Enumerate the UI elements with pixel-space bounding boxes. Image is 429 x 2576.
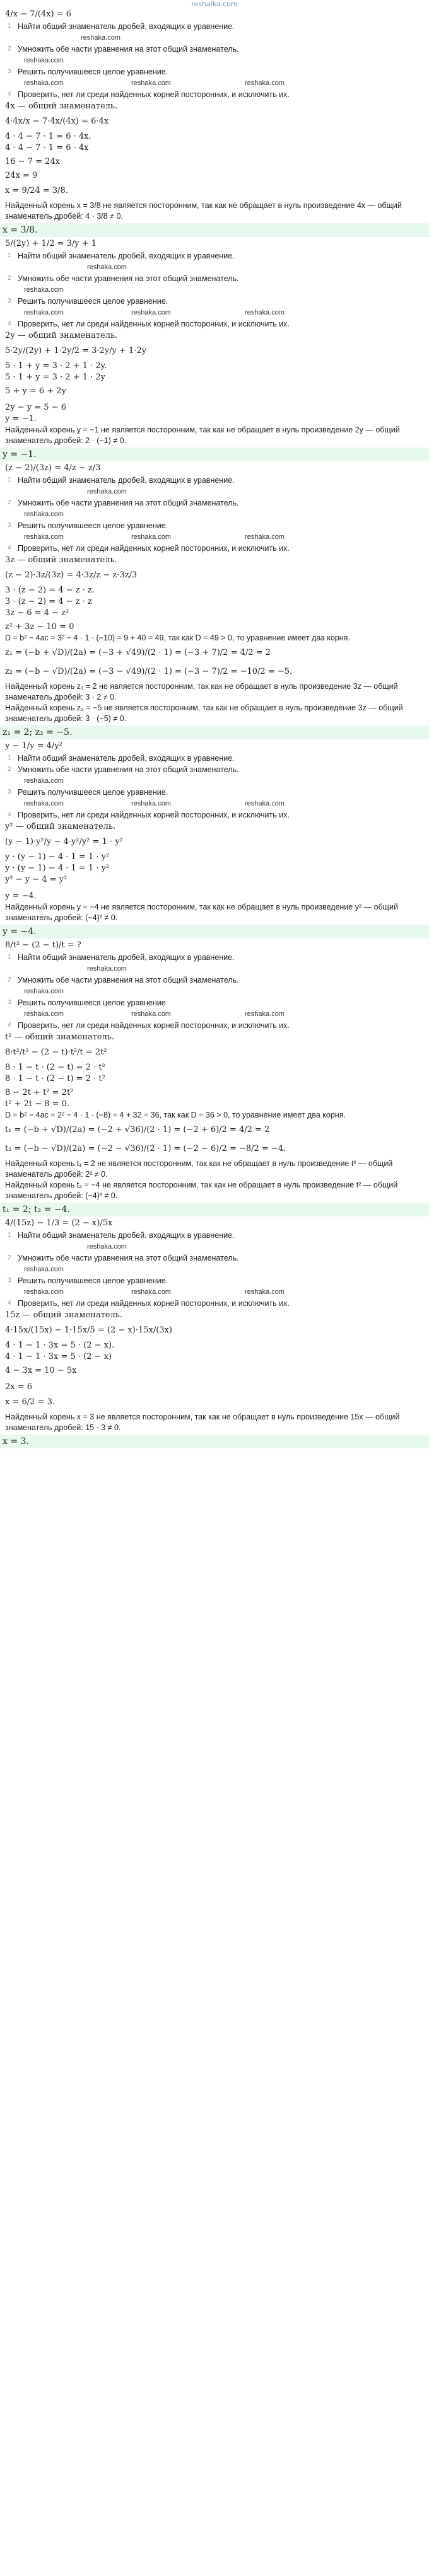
step-4 (8, 319, 424, 329)
watermark: reshaka.com (24, 800, 64, 807)
site-header[interactable]: reshalka.com (191, 0, 238, 8)
common-denominator: 2y — общий знаменатель. (5, 331, 118, 340)
watermark-row (5, 78, 424, 88)
problem-4 (5, 741, 424, 939)
step-text: Найти общий знаменатель дробей, входящих в уравнение. (18, 953, 235, 962)
step-3 (8, 296, 424, 306)
step-number: 1 (8, 1232, 11, 1239)
math-line: 2x = 6 (5, 1382, 33, 1392)
watermark: reshaka.com (24, 1266, 64, 1273)
step-2 (8, 975, 424, 985)
step-number: 2 (8, 976, 11, 983)
watermark-row (5, 262, 424, 272)
step-4 (8, 810, 424, 820)
watermark-row (5, 487, 424, 497)
root-2: t₂ = (−b − √D)/(2a) = (−2 − √36)/(2 · 1) = (−2 − 6)/2 = −8/2 = −4. (5, 1144, 286, 1153)
step-3 (8, 521, 424, 531)
math-line: 8·t²/t² − (2 − t)·t²/t = 2t² (5, 1048, 107, 1057)
step-text: Умножить обе части уравнения на этот общий знаменатель. (18, 976, 239, 985)
root-1: t₁ = (−b + √D)/(2a) = (−2 + √36)/(2 · 1) = (−2 + 6)/2 = 4/2 = 2 (5, 1125, 270, 1135)
watermark: reshaka.com (24, 1010, 64, 1018)
equation: 4/x − 7/(4x) = 6 (5, 9, 71, 19)
watermark-row (5, 1287, 424, 1297)
watermark: reshaka.com (245, 309, 285, 316)
problem-6 (5, 1218, 424, 1448)
step-number: 2 (8, 766, 11, 773)
discriminant: D = b² − 4ac = 3² − 4 · 1 · (−10) = 9 + 40 = 49, так как D = 49 > 0, то уравнение имеет два корня. (5, 633, 350, 642)
step-number: 3 (8, 999, 11, 1006)
step-number: 3 (8, 522, 11, 529)
answer: t₁ = 2; t₂ = −4. (0, 1203, 429, 1216)
watermark-row (5, 799, 424, 809)
step-number: 4 (8, 1022, 11, 1029)
watermark-row (5, 509, 424, 519)
math-line: 5 + y = 6 + 2y (5, 386, 66, 396)
step-text: Проверить, нет ли среди найденных корней посторонних, и исключить их. (18, 320, 290, 328)
step-text: Решить получившееся целое уравнение. (18, 521, 168, 530)
watermark: reshaka.com (81, 34, 120, 42)
step-3 (8, 787, 424, 797)
math-line: 5·2y/(2y) + 1·2y/2 = 3·2y/y + 1·2y (5, 346, 147, 355)
common-denominator: 4x — общий знаменатель. (5, 101, 118, 111)
math-line: 5 · 1 + y = 3 · 2 + 1 · 2y. (5, 361, 107, 371)
problem-5 (5, 940, 424, 1216)
math-line: 8 · 1 − t · (2 − t) = 2 · t² (5, 1074, 105, 1083)
step-2 (8, 765, 424, 775)
root-check-1: Найденный корень t₁ = 2 не является посторонним, так как не обращает в нуль произведение t² — общий знаменатель дробей: 2² ≠ 0. (5, 1159, 393, 1179)
step-number: 4 (8, 91, 11, 98)
math-line: 4 · 1 − 1 · 3x = 5 · (2 − x). (5, 1341, 115, 1350)
math-line: 8 − 2t + t² = 2t² (5, 1088, 74, 1097)
step-2 (8, 1253, 424, 1263)
step-number: 3 (8, 1277, 11, 1284)
watermark: reshaka.com (131, 800, 171, 807)
math-line: z² + 3z − 10 = 0 (5, 622, 74, 632)
step-4 (8, 543, 424, 553)
step-number: 3 (8, 297, 11, 304)
watermark: reshaka.com (245, 800, 285, 807)
common-denominator: 15z — общий знаменатель. (5, 1310, 122, 1320)
common-denominator: t² — общий знаменатель. (5, 1032, 114, 1042)
step-number: 2 (8, 499, 11, 506)
step-4 (8, 90, 424, 100)
step-1 (8, 753, 424, 763)
answer: z₁ = 2; z₂ = −5. (0, 725, 429, 739)
step-number: 2 (8, 45, 11, 52)
step-number: 3 (8, 788, 11, 795)
watermark: reshaka.com (24, 533, 64, 541)
root-check-2: Найденный корень t₂ = −4 не является посторонним, так как не обращает в нуль произведение t² — общий знаменатель дробей: (−4)² ≠ 0. (5, 1181, 398, 1200)
step-text: Умножить обе части уравнения на этот общий знаменатель. (18, 45, 239, 54)
step-1 (8, 251, 424, 261)
watermark-row (5, 986, 424, 996)
discriminant: D = b² − 4ac = 2² − 4 · 1 · (−8) = 4 + 32 = 36, так как D = 36 > 0, то уравнение имеет два корня. (5, 1111, 346, 1119)
math-line: 4 · 4 − 7 · 1 = 6 · 4x (5, 143, 89, 153)
watermark-row (5, 285, 424, 295)
common-denominator: y² — общий знаменатель. (5, 822, 116, 831)
watermark: reshaka.com (24, 777, 64, 785)
step-text: Проверить, нет ли среди найденных корней посторонних, и исключить их. (18, 1299, 290, 1308)
math-line: y = −1. (5, 414, 37, 424)
watermark: reshaka.com (87, 488, 127, 495)
step-number: 3 (8, 68, 11, 75)
math-line: x = 9/24 = 3/8. (5, 186, 68, 195)
math-line: x = 6/2 = 3. (5, 1397, 55, 1407)
watermark: reshaka.com (87, 263, 127, 271)
step-number: 2 (8, 275, 11, 282)
math-line: (z − 2)·3z/(3z) = 4·3z/z − z·3z/3 (5, 570, 138, 580)
equation: y − 1/y = 4/y² (5, 741, 62, 751)
watermark: reshaka.com (24, 511, 64, 518)
root-check: Найденный корень x = 3 не является посторонним, так как не обращает в нуль произведение 15x — общий знаменатель дробей: 15 · 3 ≠ 0. (5, 1412, 400, 1432)
math-line: 3 · (z − 2) = 4 − z · z. (5, 586, 95, 595)
math-line: y · (y − 1) − 4 · 1 = 1 · y² (5, 852, 110, 862)
math-line: y · (y − 1) − 4 · 1 = 1 · y² (5, 863, 110, 873)
answer: x = 3/8. (0, 223, 429, 237)
watermark: reshaka.com (245, 533, 285, 541)
step-text: Умножить обе части уравнения на этот общий знаменатель. (18, 274, 239, 283)
math-line: 4 − 3x = 10 − 5x (5, 1366, 77, 1375)
watermark: reshaka.com (24, 57, 64, 64)
step-number: 1 (8, 252, 11, 259)
step-1 (8, 1230, 424, 1240)
math-line: 24x = 9 (5, 171, 38, 180)
watermark: reshaka.com (131, 79, 171, 87)
watermark-row (5, 964, 424, 974)
watermark-row (5, 55, 424, 66)
math-line: 4 · 1 − 1 · 3x = 5 · (2 − x) (5, 1352, 112, 1361)
equation: 4/(15z) − 1/3 = (2 − x)/5x (5, 1218, 113, 1228)
step-text: Проверить, нет ли среди найденных корней посторонних, и исключить их. (18, 811, 290, 819)
watermark: reshaka.com (245, 79, 285, 87)
step-3 (8, 67, 424, 77)
equation: 5/(2y) + 1/2 = 3/y + 1 (5, 239, 97, 248)
step-4 (8, 1020, 424, 1031)
math-line: 5 · 1 + y = 3 · 2 + 1 · 2y (5, 373, 105, 382)
step-3 (8, 998, 424, 1008)
common-denominator: 3z — общий знаменатель. (5, 555, 117, 565)
step-number: 4 (8, 320, 11, 327)
content (0, 9, 429, 1448)
step-3 (8, 1276, 424, 1286)
root-1: z₁ = (−b + √D)/(2a) = (−3 + √49)/(2 · 1) = (−3 + 7)/2 = 4/2 = 2 (5, 648, 271, 657)
watermark: reshaka.com (131, 533, 171, 541)
problem-2 (5, 238, 424, 461)
step-2 (8, 44, 424, 54)
watermark: reshaka.com (87, 1243, 127, 1250)
step-text: Проверить, нет ли среди найденных корней посторонних, и исключить их. (18, 1021, 290, 1030)
step-1 (8, 952, 424, 962)
step-text: Решить получившееся целое уравнение. (18, 788, 168, 797)
step-text: Найти общий знаменатель дробей, входящих в уравнение. (18, 476, 235, 485)
watermark: reshaka.com (24, 309, 64, 316)
step-text: Найти общий знаменатель дробей, входящих в уравнение. (18, 251, 235, 260)
watermark: reshaka.com (87, 965, 127, 973)
watermark: reshaka.com (245, 1010, 285, 1018)
math-line: y² − y − 4 = y² (5, 875, 68, 884)
step-text: Решить получившееся целое уравнение. (18, 67, 168, 76)
watermark: reshaka.com (131, 1010, 171, 1018)
math-line: (y − 1)·y²/y − 4·y²/y² = 1 · y² (5, 837, 123, 846)
step-number: 1 (8, 754, 11, 761)
step-number: 1 (8, 23, 11, 30)
math-line: 4 · 4 − 7 · 1 = 6 · 4x. (5, 132, 91, 141)
step-text: Проверить, нет ли среди найденных корней посторонних, и исключить их. (18, 544, 290, 553)
watermark-row (5, 776, 424, 786)
root-check-2: Найденный корень z₂ = −5 не является посторонним, так как не обращает в нуль произведение 3z — общий знаменатель дробей: 3 · (−5) ≠ 0. (5, 703, 403, 723)
watermark: reshaka.com (131, 1288, 171, 1296)
step-1 (8, 475, 424, 485)
watermark: reshaka.com (24, 286, 64, 294)
root-check: Найденный корень x = 3/8 не является посторонним, так как не обращает в нуль произведение 4x — общий знаменатель дробей: 4 · 3/8 ≠ 0. (5, 201, 402, 221)
root-check: Найденный корень y = −1 не является посторонним, так как не обращает в нуль произведение 2y — общий знаменатель дробей: 2 · (−1) ≠ 0. (5, 425, 400, 445)
step-text: Решить получившееся целое уравнение. (18, 1276, 168, 1285)
watermark-row (5, 1242, 424, 1252)
watermark-row (5, 1264, 424, 1274)
problem-1 (5, 9, 424, 237)
step-text: Умножить обе части уравнения на этот общий знаменатель. (18, 499, 239, 507)
step-number: 4 (8, 811, 11, 818)
watermark-row (5, 532, 424, 542)
watermark: reshaka.com (24, 79, 64, 87)
step-text: Найти общий знаменатель дробей, входящих в уравнение. (18, 1231, 235, 1240)
answer: y = −4. (0, 925, 429, 939)
step-text: Решить получившееся целое уравнение. (18, 297, 168, 306)
step-4 (8, 1298, 424, 1308)
math-line: 4·15x/(15x) − 1·15x/5 = (2 − x)·15x/(3x) (5, 1326, 172, 1335)
watermark: reshaka.com (24, 988, 64, 995)
step-2 (8, 498, 424, 508)
problem-3 (5, 463, 424, 739)
step-number: 1 (8, 954, 11, 961)
math-line: 16 − 7 = 24x (5, 157, 61, 166)
math-line: y = −4. (5, 891, 37, 901)
math-line: 3z − 6 = 4 − z² (5, 608, 69, 618)
equation: (z − 2)/(3z) = 4/z − z/3 (5, 463, 101, 473)
math-line: 3 · (z − 2) = 4 − z · z (5, 597, 92, 606)
step-number: 2 (8, 1254, 11, 1261)
root-check: Найденный корень y = −4 не является посторонним, так как не обращает в нуль произведение y² — общий знаменатель дробей: (−4)² ≠ 0. (5, 903, 398, 922)
watermark: reshaka.com (245, 1288, 285, 1296)
root-2: z₂ = (−b − √D)/(2a) = (−3 − √49)/(2 · 1) = (−3 − 7)/2 = −10/2 = −5. (5, 667, 293, 676)
step-text: Найти общий знаменатель дробей, входящих в уравнение. (18, 22, 235, 31)
answer: y = −1. (0, 448, 429, 461)
math-line: t² + 2t − 8 = 0. (5, 1099, 70, 1109)
watermark-row (5, 33, 424, 43)
step-text: Проверить, нет ли среди найденных корней посторонних, и исключить их. (18, 90, 290, 99)
step-2 (8, 274, 424, 284)
step-number: 4 (8, 545, 11, 552)
root-check-1: Найденный корень z₁ = 2 не является посторонним, так как не обращает в нуль произведение 3z — общий знаменатель дробей: 3 · 2 ≠ 0. (5, 682, 398, 702)
step-number: 1 (8, 477, 11, 483)
step-number: 4 (8, 1300, 11, 1307)
watermark-row (5, 308, 424, 318)
equation: 8/t² − (2 − t)/t = ? (5, 940, 81, 950)
step-text: Умножить обе части уравнения на этот общий знаменатель. (18, 1254, 239, 1262)
math-line: 4·4x/x − 7·4x/(4x) = 6·4x (5, 117, 109, 126)
step-text: Умножить обе части уравнения на этот общий знаменатель. (18, 765, 239, 774)
step-text: Найти общий знаменатель дробей, входящих в уравнение. (18, 754, 235, 763)
step-text: Решить получившееся целое уравнение. (18, 998, 168, 1007)
math-line: 8 · 1 − t · (2 − t) = 2 · t² (5, 1063, 105, 1072)
watermark: reshaka.com (131, 309, 171, 316)
watermark: reshaka.com (24, 1288, 64, 1296)
math-line: 2y − y = 5 − 6 (5, 403, 66, 412)
watermark-row (5, 1009, 424, 1019)
step-1 (8, 21, 424, 32)
answer: x = 3. (0, 1435, 429, 1448)
